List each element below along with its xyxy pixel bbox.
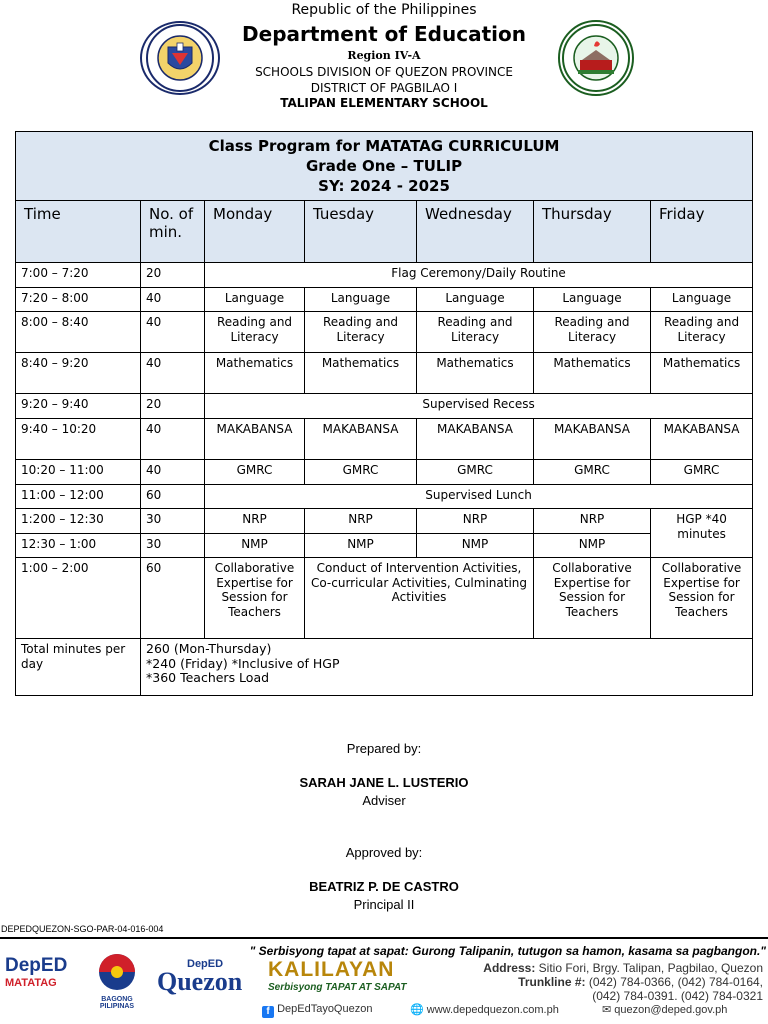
document-code: DEPEDQUEZON-SGO-PAR-04-016-004 xyxy=(1,924,164,934)
wednesday-subject: MAKABANSA xyxy=(417,419,534,460)
thursday-subject: Collaborative Expertise for Session for Teachers xyxy=(534,558,651,639)
footer-address xyxy=(445,961,763,975)
tuesday-subject: NRP xyxy=(305,509,417,534)
tuesday-subject: MAKABANSA xyxy=(305,419,417,460)
table-row xyxy=(16,558,753,639)
tue-wed-subject: Conduct of Intervention Activities, Co-curricular Activities, Culminating Activities xyxy=(305,558,534,639)
monday-subject: NRP xyxy=(205,509,305,534)
table-row xyxy=(16,639,753,696)
friday-subject: Reading and Literacy xyxy=(651,312,753,353)
monday-subject: Language xyxy=(205,288,305,312)
email-address: quezon@deped.gov.ph xyxy=(614,1004,728,1016)
monday-subject: Collaborative Expertise for Session for Teachers xyxy=(205,558,305,639)
friday-subject: MAKABANSA xyxy=(651,419,753,460)
total-label: Total minutes per day xyxy=(16,639,141,696)
division-line: SCHOOLS DIVISION OF QUEZON PROVINCE xyxy=(255,65,513,79)
program-title xyxy=(16,132,753,201)
table-row xyxy=(16,312,753,353)
deped-quezon-logo xyxy=(153,958,258,998)
deped-quezon-text: Quezon xyxy=(157,967,243,996)
program-title-line1: Class Program for MATATAG CURRICULUM xyxy=(208,137,560,155)
row-time: 8:00 – 8:40 xyxy=(16,312,141,353)
prepared-label: Prepared by: xyxy=(346,741,422,756)
total-values xyxy=(141,639,753,696)
envelope-icon: ✉ xyxy=(602,1004,612,1016)
bagong-pilipinas-text: BAGONG PILIPINAS xyxy=(99,996,135,1010)
tuesday-subject: GMRC xyxy=(305,460,417,485)
tuesday-subject: Language xyxy=(305,288,417,312)
table-row xyxy=(16,509,753,534)
row-minutes: 40 xyxy=(141,460,205,485)
class-program-table xyxy=(15,131,753,696)
monday-subject: NMP xyxy=(205,534,305,558)
address-value: Sitio Fori, Brgy. Talipan, Pagbilao, Quezon xyxy=(538,961,763,975)
row-span-activity: Supervised Lunch xyxy=(205,485,753,509)
thursday-subject: NRP xyxy=(534,509,651,534)
bagong-pilipinas-logo xyxy=(85,952,149,1010)
address-label: Address: xyxy=(483,961,536,975)
footer-trunkline xyxy=(445,975,763,989)
friday-subject: Collaborative Expertise for Session for Teachers xyxy=(651,558,753,639)
col-friday-header: Friday xyxy=(651,201,753,263)
col-time-header: Time xyxy=(16,201,141,263)
row-minutes: 60 xyxy=(141,558,205,639)
approved-title: Principal II xyxy=(353,897,415,912)
footer-website[interactable] xyxy=(410,1003,559,1016)
footer-motto: " Serbisyong tapat at sapat: Gurong Talipanin, tutugon sa hamon, kasama sa pagbangon." xyxy=(249,944,766,958)
district-line: DISTRICT OF PAGBILAO I xyxy=(310,81,458,95)
department-line: Department of Education xyxy=(242,22,526,46)
friday-hgp: HGP *40 minutes xyxy=(651,509,753,558)
tuesday-subject: Mathematics xyxy=(305,353,417,394)
total-line2: *240 (Friday) *Inclusive of HGP xyxy=(146,655,340,671)
wednesday-subject: Mathematics xyxy=(417,353,534,394)
table-row xyxy=(16,485,753,509)
row-minutes: 30 xyxy=(141,534,205,558)
wednesday-subject: Language xyxy=(417,288,534,312)
col-wednesday-header: Wednesday xyxy=(417,201,534,263)
kalilayan-subtext: Serbisyong TAPAT AT SAPAT xyxy=(268,982,407,993)
table-row xyxy=(16,534,753,558)
row-minutes: 20 xyxy=(141,263,205,288)
matatag-logo-text: MATATAG xyxy=(5,977,57,989)
website-url: www.depedquezon.com.ph xyxy=(426,1004,559,1016)
wednesday-subject: NRP xyxy=(417,509,534,534)
approved-name: BEATRIZ P. DE CASTRO xyxy=(309,879,459,894)
row-time: 9:20 – 9:40 xyxy=(16,394,141,419)
row-time: 1:00 – 2:00 xyxy=(16,558,141,639)
row-span-activity: Flag Ceremony/Daily Routine xyxy=(205,263,753,288)
row-time: 1:200 – 12:30 xyxy=(16,509,141,534)
row-time: 11:00 – 12:00 xyxy=(16,485,141,509)
row-time: 7:00 – 7:20 xyxy=(16,263,141,288)
row-minutes: 20 xyxy=(141,394,205,419)
deped-logo-text: DepED xyxy=(5,955,68,976)
row-time: 12:30 – 1:00 xyxy=(16,534,141,558)
school-line: TALIPAN ELEMENTARY SCHOOL xyxy=(280,96,488,110)
table-row xyxy=(16,460,753,485)
row-time: 8:40 – 9:20 xyxy=(16,353,141,394)
tuesday-subject: Reading and Literacy xyxy=(305,312,417,353)
total-line1: 260 (Mon-Thursday) xyxy=(146,641,272,656)
kalilayan-logo xyxy=(268,958,440,998)
row-minutes: 30 xyxy=(141,509,205,534)
prepared-title: Adviser xyxy=(362,793,406,808)
row-time: 9:40 – 10:20 xyxy=(16,419,141,460)
kalilayan-text: KALILAYAN xyxy=(268,958,395,981)
col-tuesday-header: Tuesday xyxy=(305,201,417,263)
row-span-activity: Supervised Recess xyxy=(205,394,753,419)
col-minutes-header: No. of min. xyxy=(141,201,205,263)
table-row xyxy=(16,419,753,460)
thursday-subject: GMRC xyxy=(534,460,651,485)
trunkline-label: Trunkline #: xyxy=(518,975,586,989)
prepared-name: SARAH JANE L. LUSTERIO xyxy=(299,775,469,790)
monday-subject: Reading and Literacy xyxy=(205,312,305,353)
deped-matatag-logo xyxy=(5,955,75,1000)
thursday-subject: Language xyxy=(534,288,651,312)
row-time: 10:20 – 11:00 xyxy=(16,460,141,485)
program-title-line3: SY: 2024 - 2025 xyxy=(318,177,450,195)
wednesday-subject: Reading and Literacy xyxy=(417,312,534,353)
row-minutes: 40 xyxy=(141,288,205,312)
row-minutes: 40 xyxy=(141,419,205,460)
row-minutes: 40 xyxy=(141,312,205,353)
row-minutes: 40 xyxy=(141,353,205,394)
thursday-subject: Mathematics xyxy=(534,353,651,394)
friday-subject: Language xyxy=(651,288,753,312)
deped-quezon-top: DepED xyxy=(187,958,224,970)
footer-divider xyxy=(0,937,768,939)
globe-icon: 🌐 xyxy=(410,1004,424,1016)
tuesday-subject: NMP xyxy=(305,534,417,558)
monday-subject: Mathematics xyxy=(205,353,305,394)
monday-subject: GMRC xyxy=(205,460,305,485)
footer-email[interactable] xyxy=(602,1003,727,1016)
school-seal-logo xyxy=(558,20,634,96)
approved-label: Approved by: xyxy=(345,845,423,860)
wednesday-subject: NMP xyxy=(417,534,534,558)
thursday-subject: Reading and Literacy xyxy=(534,312,651,353)
trunkline-value-2: (042) 784-0391. (042) 784-0321 xyxy=(592,989,763,1003)
facebook-icon: f xyxy=(262,1006,274,1018)
table-row xyxy=(16,353,753,394)
wednesday-subject: GMRC xyxy=(417,460,534,485)
friday-subject: GMRC xyxy=(651,460,753,485)
program-title-line2: Grade One – TULIP xyxy=(306,157,463,175)
monday-subject: MAKABANSA xyxy=(205,419,305,460)
footer-facebook[interactable] xyxy=(262,1003,372,1018)
trunkline-value-1: (042) 784-0366, (042) 784-0164, xyxy=(588,975,763,989)
row-time: 7:20 – 8:00 xyxy=(16,288,141,312)
facebook-handle: DepEdTayoQuezon xyxy=(277,1003,373,1015)
col-monday-header: Monday xyxy=(205,201,305,263)
row-minutes: 60 xyxy=(141,485,205,509)
table-row xyxy=(16,288,753,312)
region-line: Region IV-A xyxy=(347,49,421,62)
total-line3: *360 Teachers Load xyxy=(146,670,270,685)
col-thursday-header: Thursday xyxy=(534,201,651,263)
republic-line: Republic of the Philippines xyxy=(291,2,477,18)
thursday-subject: NMP xyxy=(534,534,651,558)
thursday-subject: MAKABANSA xyxy=(534,419,651,460)
table-row xyxy=(16,263,753,288)
table-row xyxy=(16,394,753,419)
friday-subject: Mathematics xyxy=(651,353,753,394)
